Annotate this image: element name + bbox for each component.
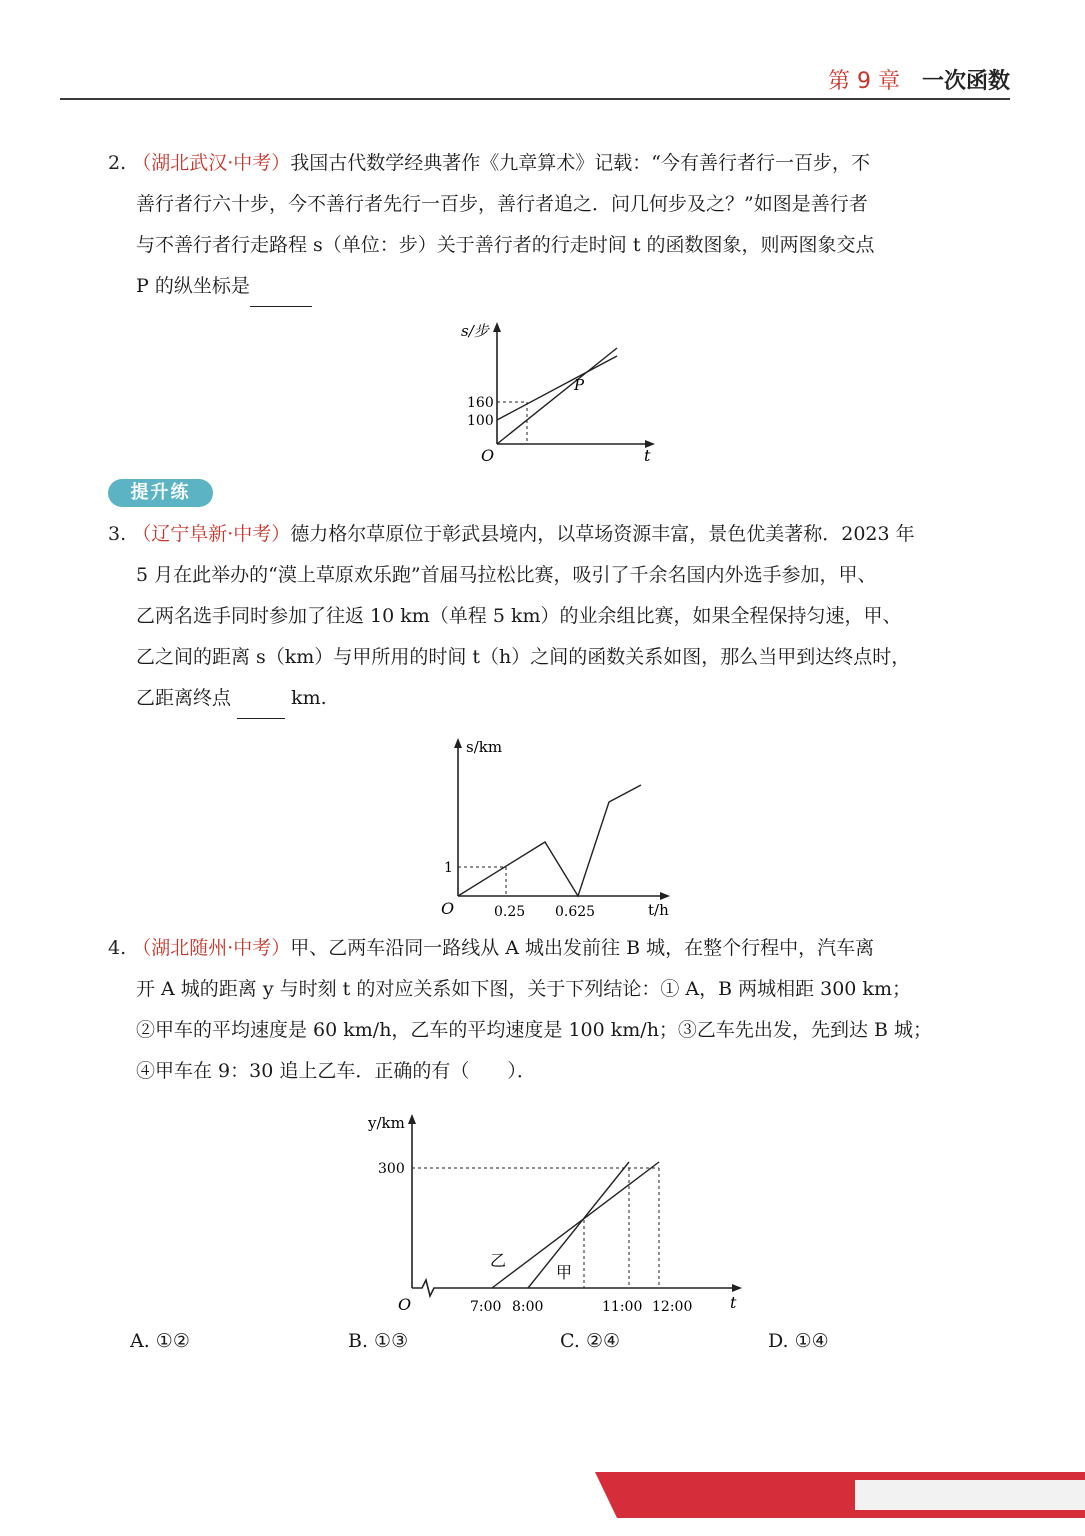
choice-c[interactable]: C. ②④ [560,1330,621,1352]
problem-text: ④甲车在 9：30 追上乙车．正确的有（ ）． [136,1060,536,1082]
problem-3 [108,514,1003,719]
figure-problem-2 [455,318,665,466]
origin-label: O [441,899,455,918]
distance-graph-line [458,785,641,896]
chapter-title: 一次函数 [921,69,1010,94]
problem-text: km. [285,687,327,709]
y-axis-label: y/km [368,1114,405,1132]
origin-label: O [481,446,495,465]
problem-number: 4. [108,937,127,959]
problem-number: 3. [108,523,127,545]
problem-text: 乙距离终点 [136,687,232,709]
figure-problem-3 [438,732,678,922]
problem-source: （湖北随州·中考） [132,937,291,959]
figure-problem-4 [362,1108,752,1318]
y-axis-arrow [493,322,501,332]
x-axis [412,1280,734,1296]
footer-decoration [595,1470,1085,1520]
x-tick-label: 0.25 [494,904,526,920]
section-badge: 提升练 [108,479,213,507]
page-header [60,62,1010,100]
problem-text: 乙之间的距离 s（km）与甲所用的时间 t（h）之间的函数关系如图，那么当甲到达终点时， [136,646,911,668]
x-axis-label: t [730,1293,737,1312]
problem-text: P 的纵坐标是 [136,275,250,297]
line-bad-walker [497,356,617,420]
choice-d[interactable]: D. ①④ [768,1330,829,1352]
problem-text: 开 A 城的距离 y 与时刻 t 的对应关系如下图，关于下列结论：① A，B 两城相距 300 km； [136,978,911,1000]
line-car-jia [528,1162,629,1288]
x-tick-label: 8:00 [512,1299,544,1315]
origin-label: O [398,1295,412,1314]
y-axis-arrow [408,1114,416,1124]
x-axis-label: t [644,446,651,465]
line-good-walker [497,348,617,444]
y-axis-label: s/步 [461,322,489,340]
problem-4 [108,928,1003,1092]
problem-2 [108,143,1003,307]
chapter-number: 第 9 章 [828,69,900,94]
x-axis-arrow [660,892,670,900]
x-tick-label: 11:00 [602,1299,643,1315]
choice-b[interactable]: B. ①③ [348,1330,409,1352]
problem-text: 与不善行者行走路程 s（单位：步）关于善行者的行走时间 t 的函数图象，则两图象交点 [136,234,875,256]
problem-text: 甲、乙两车沿同一路线从 A 城出发前往 B 城，在整个行程中，汽车离 [290,937,875,959]
problem-source: （湖北武汉·中考） [132,152,291,174]
y-axis-arrow [454,738,462,748]
answer-blank[interactable] [237,692,285,719]
x-axis-arrow [732,1284,742,1292]
x-axis-label: t/h [648,901,669,919]
y-tick-label: 300 [378,1161,405,1177]
y-axis-label: s/km [466,738,503,756]
problem-text: 5 月在此举办的“漠上草原欢乐跑”首届马拉松比赛，吸引了千余名国内外选手参加，甲、 [136,564,877,586]
y-tick-label: 1 [444,860,453,876]
problem-text: 乙两名选手同时参加了往返 10 km（单程 5 km）的业余组比赛，如果全程保持匀速，甲、 [136,605,902,627]
problem-text: 德力格尔草原位于彰武县境内，以草场资源丰富，景色优美著称．2023 年 [290,523,915,545]
y-tick-label: 100 [467,413,494,429]
point-p-label: P [574,376,585,394]
answer-blank[interactable] [250,280,312,307]
choice-a[interactable]: A. ①② [130,1330,190,1352]
problem-text: 我国古代数学经典著作《九章算术》记载：“今有善行者行一百步，不 [290,152,870,174]
problem-number: 2. [108,152,127,174]
problem-source: （辽宁阜新·中考） [132,523,291,545]
y-tick-label: 160 [467,395,494,411]
line-label-jia: 甲 [556,1263,573,1282]
x-tick-label: 0.625 [555,904,596,920]
footer-watermark-area [855,1480,1085,1510]
line-label-yi: 乙 [490,1251,507,1270]
x-tick-label: 12:00 [652,1299,693,1315]
problem-text: ②甲车的平均速度是 60 km/h，乙车的平均速度是 100 km/h；③乙车先出发，先到达 B 城； [136,1019,932,1041]
line-car-yi [492,1162,659,1288]
x-tick-label: 7:00 [470,1299,502,1315]
problem-text: 善行者行六十步，今不善行者先行一百步，善行者追之．问几何步及之？”如图是善行者 [136,193,868,215]
